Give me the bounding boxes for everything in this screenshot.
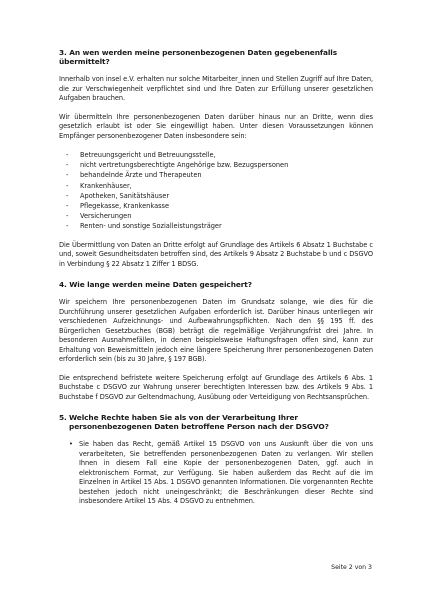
list-item: - Renten- und sonstige Sozialleistungsträger [66,221,373,231]
list-item: - behandelnde Ärzte und Therapeuten [66,170,373,180]
section-4-heading: 4. Wie lange werden meine Daten gespeichert? [59,280,252,290]
section-5-number: 5. [59,413,67,423]
list-item: - Pflegekasse, Krankenkasse [66,201,373,211]
section-5-paragraph-1: Sie haben das Recht, gemäß Artikel 15 DSGVO von uns Auskunft über die von uns verarbeiteten, Sie betreffenden personenbezogenen Daten zu verlangen. Wir stellen Ihnen in diesem Fall eine Kopie der personenbezogenen Daten, ggf. auch in elektronischem Format, zur Verfügung. Sie haben außerdem das Recht auf die im Einzelnen in Artikel 15 Abs. 1 DSGVO genannten Informationen. Die vorgenannten Rechte bestehen jedoch nicht uneingeschränkt; die Beschränkungen dieser Rechte sind insbesondere Artikel 15 Abs. 4 DSGVO zu entnehmen. [79,440,373,506]
section-5-heading-text: Welche Rechte haben Sie als von der Verarbeitung Ihrer personenbezogenen Daten betroffene Person nach der DSGVO? [69,413,329,432]
section-4-paragraph-1: Wir speichern Ihre personenbezogenen Daten im Grundsatz solange, wie dies für die Durchführung unserer gesetzlichen Aufgaben erforderlich ist. Darüber hinaus unterliegen wir verschiedenen Aufzeichnungs- und Aufbewahrungspflichten. Nach den §§ 195 ff. des Bürgerlichen Gesetzbuches (BGB) beträgt die regelmäßige Verjährungsfrist drei Jahre. In besonderen Ausnahmefällen, in denen beispielsweise Haftungsfragen offen sind, kann zur Erhaltung von Beweismitteln jedoch eine längere Speicherung Ihrer personenbezogenen Daten erforderlich sein (bis zu 30 Jahre, § 197 BGB). [59,298,373,364]
list-item: - Apotheken, Sanitätshäuser [66,191,373,201]
list-item: - Betreuungsgericht und Betreuungsstelle, [66,150,373,160]
section-3-paragraph-3: Die Übermittlung von Daten an Dritte erfolgt auf Grundlage des Artikels 6 Absatz 1 Buchstabe c und, soweit Gesundheitsdaten betroffen sind, des Artikels 9 Absatz 2 Buchstabe b und c DSGVO in Verbindung § 22 Absatz 1 Ziffer 1 BDSG. [59,240,373,268]
rights-bullet-item [69,440,373,507]
recipient-list [59,150,373,232]
section-5-heading [59,413,373,431]
list-item: - Versicherungen [66,211,373,221]
list-item: - nicht vertretungsberechtigte Angehörige bzw. Bezugspersonen [66,160,373,170]
section-3-heading: 3. An wen werden meine personenbezogenen Daten gegebenenfalls übermittelt? [59,48,338,66]
page-number-footer: Seite 2 von 3 [331,564,372,571]
section-3-paragraph-2: Wir übermitteln Ihre personenbezogenen Daten darüber hinaus nur an Dritte, wenn dies gesetzlich erlaubt ist oder Sie eingewilligt haben. Unter diesen Voraussetzungen können Empfänger personenbezogener Daten insbesondere sein: [59,112,373,140]
section-3-paragraph-1: Innerhalb von insel e.V. erhalten nur solche Mitarbeiter_innen und Stellen Zugriff auf Ihre Daten, die zur Verschwiegenheit verpflichtet sind und Ihre Daten zur Erfüllung unserer gesetzlichen Aufgaben brauchen. [59,75,373,102]
section-4-paragraph-2: Die entsprechend befristete weitere Speicherung erfolgt auf Grundlage des Artikels 6 Abs. 1 Buchstabe c DSGVO zur Wahrung unserer berechtigten Interessen bzw. des Artikels 9 Abs. 1 Buchstabe f DSGVO zur Geltendmachung, Ausübung oder Verteidigung von Rechtsansprüchen. [59,373,373,401]
list-item: - Krankenhäuser, [66,181,373,191]
bullet-icon: • [69,440,73,449]
page-content [59,48,373,507]
